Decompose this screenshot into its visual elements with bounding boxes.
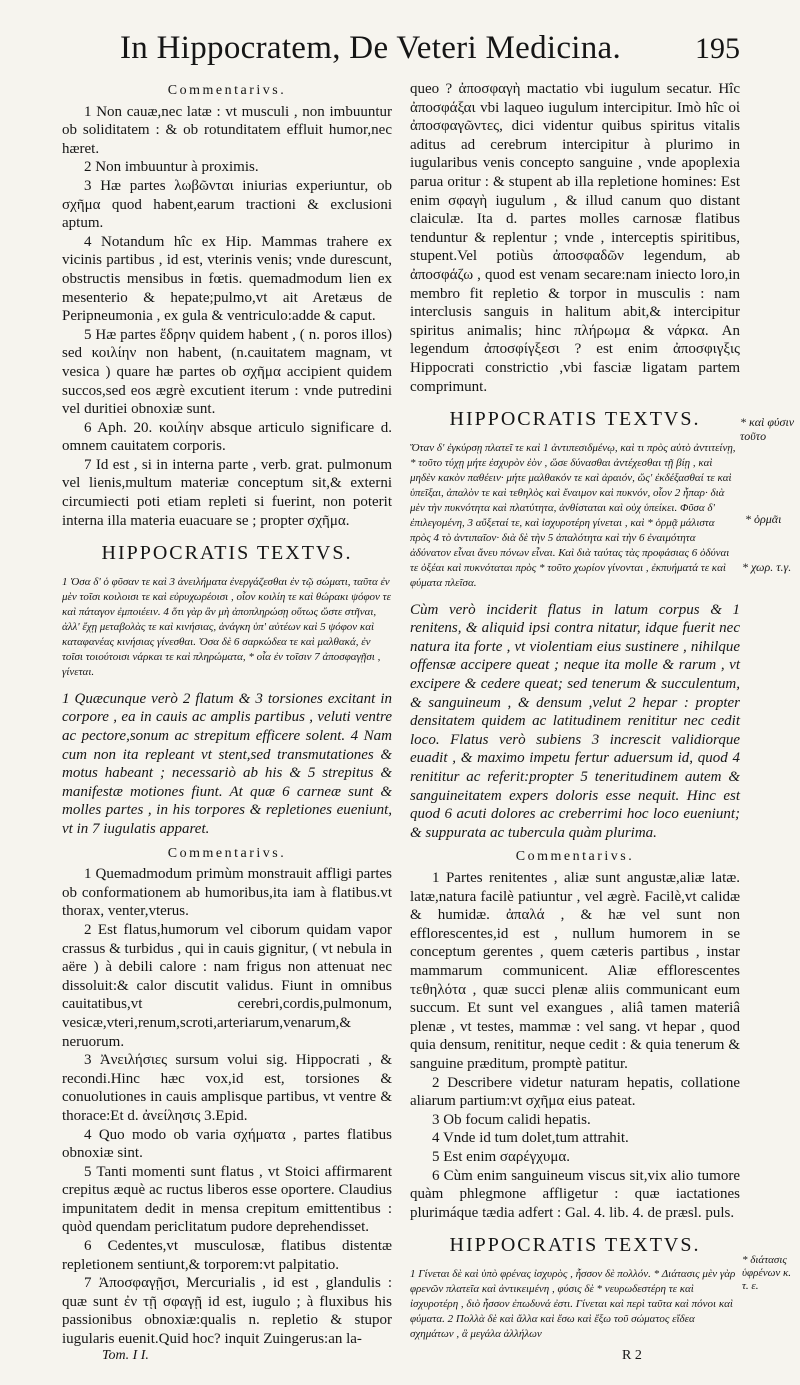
latin-translation: Cùm verò inciderit flatus in latum corpus & 1 renitens, & aliquid ipsi contra nitatur, idque fuerit nec natura ita forte , vt violentiam eius sustinere , nihilque offensæ accipere queat ; neque ita molle & rarum , vt excipere & cedere queat; sed tenerum & succulentum, & sanguineum , & densum ,velut 2 hepar : propter densitatem quidem ac latitudinem renititur nec cedit loco. Flatus verò subiens 3 increscit validiorque euadit , & maximo impetu fertur aduersum id, quod 4 renititur ac referit:propter 5 teneritudinem autem & sanguineitatem expers doloris esse nequit. Hinc est quod 6 acuti dolores ac creberrimi hoc loco eueniunt; & suppurata ac tubercula quàm plurima. bbox=[410, 601, 740, 841]
margin-note: * χωρ. τ.γ. bbox=[742, 560, 792, 574]
commentary-note: 6 Cùm enim sanguineum viscus sit,vix alio tumore quàm phlegmone affligetur : quæ iactationes plurimáque tædia adfert : Gal. 4. lib. 4. de præsl. puls. bbox=[410, 1167, 740, 1221]
commentary-note: 3 Ἀνειλήσιες sursum volui sig. Hippocrati , & recondi.Hinc hæc vox,id est, torsiones & conuolutiones in cauis amplisque partibus, vt ventre & thorace:Et d. ἀνείλησις 3.Epid. bbox=[62, 1052, 392, 1124]
commentary-note: 3 Ob focum calidi hepatis. bbox=[432, 1111, 591, 1128]
commentary-note: 3 Hæ partes λωβῶνται iniurias experiuntur, ob σχῆμα quod habent,earum tractioni & exclusioni aptum. bbox=[62, 177, 392, 232]
page-number: 195 bbox=[695, 32, 740, 65]
signature-mark: R 2 bbox=[622, 1348, 642, 1363]
commentary-note: 5 Tanti momenti sunt flatus , vt Stoici affirmarent crepitus æquè ac ructus liberos esse oportere. Claudius impunitatem dedit in mensa crepitum emittentibus : quòd quendam periclitatum pudore deprehendisset. bbox=[62, 1163, 392, 1236]
commentary-note: 7 Ἀποσφαγῇσι, Mercurialis , id est , glandulis : quæ sunt ἐν τῇ σφαγῇ id est, iugulo ; à fluxibus his passionibus obnoxiæ:qualis n. repletio & stupor iugularis euenit.Quid hoc? inquit Zuingerus:an la- bbox=[62, 1275, 392, 1348]
commentary-note: 2 Describere videtur naturam hepatis, collatione aliarum partium:vt σχῆμα eius pateat. bbox=[410, 1074, 740, 1110]
left-column bbox=[62, 80, 392, 1349]
commentary-note: 6 Aph. 20. κοιλίην absque articulo significare d. omnem cauitatem corporis. bbox=[62, 419, 392, 455]
commentary-note: 5 Est enim σαρέγχυμα. bbox=[432, 1148, 571, 1165]
right-column bbox=[410, 80, 740, 1352]
commentary-continuation: queo ? ἀποσφαγὴ mactatio vbi iugulum secatur. Hîc ἀποσφάξαι vbi laqueo iugulum intercipitur. Imò hîc οἱ ἀποσφαγῶντες, dici videntur quibus spiritus vitalis aditus ad cerebrum intercipitur à plurimo in iugularibus venis concepto sanguine , vnde apoplexia parua oritur : & stupent ab illa repletione homines: Est enim σφαγὴ iugulum , & illud canum quo distant claiculæ. Ita d. partes molles carnosæ flatibus tenduntur & replentur ; vnde , interceptis spiritibus, stupent.Vel potiùs ἀποσφαδῶν legendum, ab ἀποσφάζω , quod est venam secare:nam iniecto loro,in membro fit repletio & torpor in musculis : nam interclusis sanguis in halitum abit,& intercipitur spiritus animalis; hinc πλήρωμα & νάρκα. An legendum ἀποσφίγξεσι ? est enim ἀποσφιγξις Hippocrati constrictio ,vbi fasciæ ligatam partem comprimunt. bbox=[410, 81, 740, 395]
commentary-note: 2 Est flatus,humorum vel ciborum quidam vapor crassus & turbidus , qui in cauis gignitur, ( vt nebula in aëre ) à debili calore : nam frigus non attenuat nec dissoluit:& calor discutit validus. Fiunt in omnibus cauitatibus,vt cerebri,cordis,pulmonum, vesicæ,vteri,renum,scroti,arteriarum,venarum,& neruorum. bbox=[62, 921, 392, 1050]
commentary-note: 5 Hæ partes ἕδρην quidem habent , ( n. poros illos) sed κοιλίην non habent, (n.cauitatem magnam, vt vesica ) quare hæ partes ob σχῆμα accipient quidem succos,sed eos ægrè excutient iterum : vnde putredini vel duritiei obnoxiæ sunt. bbox=[62, 326, 392, 418]
commentary-note: 6 Cedentes,vt musculosæ, flatibus distentæ repletionem sentiunt,& torporem:vt palpitatio. bbox=[62, 1238, 392, 1273]
commentary-note: 7 Id est , si in interna parte , verb. grat. pulmonum vel lienis,multum materiæ conceptum sit,& externi circumiecti poti etiam repleti si fuerint, non poterit interna illa materia euacuare se ; propter σχῆμα. bbox=[62, 456, 392, 529]
commentary-note: 1 Partes renitentes , aliæ sunt angustæ,aliæ latæ. latæ,natura facilè patiuntur , vel ægrè. Facilè,vt calidæ & humidæ. ἀπαλά , & hæ vel sunt non efflorescentes,id est , nullum humorem in se conceptum gerentes , quem cæteris partibus , instar mammarum communicent. Aliæ efflorescentes τεθηλότα , quæ succi plenæ aliis communicant eum succum. Et sunt vel exangues , aliâ tamen materiâ plenæ , vt testes, mammæ : vel sang. vt hepar , quod quia densum, renititur, neque cedit : & quia tenerum & sanguine præditum, promptè patitur. bbox=[410, 870, 740, 1072]
page-header bbox=[0, 30, 800, 78]
margin-note: * διάτασις ὑφρένων κ. τ. ε. bbox=[742, 1254, 792, 1292]
commentary-note: 4 Notandum hîc ex Hip. Mammas trahere ex vicinis partibus , id est, vterinis venis; vnde durescunt, obstructis mensibus in fœtis. quemadmodum lien ex mesenterio & hepate;pulmo,vt ait Aretæus de Peripneumonia , ex gula & ventriculo:adde & caput. bbox=[62, 233, 392, 325]
greek-text-block: 1 Ὁσα δ' ὁ φῦσαν τε καὶ 3 ἀνειλήματα ἐνεργάζεσθαι ἐν τῷ σώματι, ταῦτα ἐν μὲν τοῖσι κοιλοισι τε καὶ εὐρυχωρέοισι , οἷον κοιλίη τε καὶ θώρακι ψόφον τε καὶ πάταγον ἐμποιέειν. 4 ὅτι γὰρ ἂν μὴ ἀποπληρώσῃ οὕτως ὥστε στῆναι, ἀλλ' ἔχῃ μεταβολὰς τε καὶ κινήσιας, ἀνάγκη ὑπ' αὐτέων καὶ 5 ψόφον καὶ καταφανέας κινήσιας γίνεσθαι. Ὁσα δὲ 6 σαρκώδεα τε καὶ μαλθακά, ἐν τοῖσι τοιούτοισι νάρκαι τε καὶ πληρώματα, * οἷα ἐν τοῖσιν 7 ἀποσφαγῇσι , γίνεται. bbox=[62, 575, 391, 678]
commentary-note: 4 Quo modo ob varia σχήματα , partes flatibus obnoxiæ sint. bbox=[62, 1126, 392, 1162]
commentary-note: 2 Non imbuuntur à proximis. bbox=[84, 159, 259, 176]
tome-mark: Tom. I I. bbox=[102, 1348, 149, 1363]
commentary-note: 1 Quemadmodum primùm monstrauit affligi partes ob conformationem ab humoribus,ita iam à flatibus.vt thorax, venter,vterus. bbox=[62, 866, 392, 920]
greek-text-block: Ὅταν δ' ἐγκύρσῃ πλατεῖ τε καὶ 1 ἀντιπεσιδμένῳ, καὶ τι πρὸς αὐτὸ ἀντιτείνῃ, * τοῦτο τύχῃ μήτε ἐσχυρὸν ἐὸν , ὥσε δύνασθαι ἀντέχεσθαι τῇ βίῃ , καὶ μηδὲν κακὸν παθέειν· μήτε μαλθακόν τε καὶ ἀραιόν, ὥς' ἐκδέξασθαί τε καὶ ὑπεῖξαι, ἀπαλὸν τε καὶ τεθηλὸς καὶ ἔναιμον καὶ πυκνόν, οἷον 2 ἧπαρ· διὰ μὲν τὴν πυκνότητα καὶ πλατύτητα, ἀνθίσταται καὶ οὐχ ὑπείκει. Φῦσα δ' ἐπιλεγομένη, 3 αὔξεταί τε, καὶ ἰσχυροτέρη γίνεται , καὶ * ὁρμᾷ μάλιστα πρὸς 4 τὸ ἀντιπαῖον· διὰ δὲ τὴν 5 ἀπαλότητα καὶ τὴν 6 ἐναιμότητα ἀδύνατον εἶναι ἄνευ πόνων εἶναι. Καὶ διὰ ταύτας τὰς προφάσιας 6 ὀδύναι τε ὀξέαι καὶ πυκνόταται πρὸς * τοῦτο χωρίον γίνονται , ἐκπυήματά τε καὶ φύματα πλεῖσα. bbox=[410, 441, 736, 589]
commentary-note: 4 Vnde id tum dolet,tum attrahit. bbox=[432, 1130, 629, 1147]
hippocratis-textus-heading: HIPPOCRATIS TEXTVS. bbox=[449, 408, 701, 431]
running-title: In Hippocratem, De Veteri Medicina. bbox=[120, 30, 622, 66]
hippocratis-textus-heading: HIPPOCRATIS TEXTVS. bbox=[449, 1234, 701, 1257]
commentarius-heading: Commentarivs. bbox=[167, 845, 287, 861]
commentarius-heading: Commentarivs. bbox=[167, 83, 287, 98]
commentary-note: 1 Non cauæ,nec latæ : vt musculi , non imbuuntur ob soliditatem : & ob rotunditatem effluit humor,nec hæret. bbox=[62, 103, 392, 157]
commentarius-heading: Commentarivs. bbox=[515, 849, 635, 865]
margin-note: * καὶ φύσιν τοῦτο bbox=[740, 415, 795, 443]
margin-note: * ὁρμᾶι bbox=[745, 512, 782, 526]
greek-text-block: 1 Γίνεται δὲ καὶ ὑπὸ φρένας ἰσχυρὸς , ἧσσον δὲ πολλόν. * Διάτασις μὲν γὰρ φρενῶν πλατεῖα καὶ ἀντικειμένη , φύσις δὲ * νευρωδεστέρη τε καὶ ἰσχυροτέρη , διὸ ἧσσον ἐπωδυνά ἐστι. Γίνεται καὶ περὶ ταῦτα καὶ πόνοι καὶ φύματα. 2 Πολλὰ δὲ καὶ ἄλλα καὶ ἔσω καὶ ἔξω τοῦ σώματος εἴδεα σχημάτων , ἃ μεγάλα ἀλλήλων bbox=[410, 1267, 736, 1340]
hippocratis-textus-heading: HIPPOCRATIS TEXTVS. bbox=[101, 542, 353, 565]
latin-translation: 1 Quæcunque verò 2 flatum & 3 torsiones excitant in corpore , ea in cauis ac amplis partibus , veluti ventre ac pectore,sonum ac strepitum efficere solent. 4 Nam cum non ita repleant vt stent,sed transmutationes & motus habeant ; necessariò ab his & 5 strepitus & manifestæ motiones fiunt. At quæ 6 carneæ sunt & molles partes , in his torpores & repletiones eueniunt, vt in 7 iugulatis apparet. bbox=[62, 690, 392, 837]
